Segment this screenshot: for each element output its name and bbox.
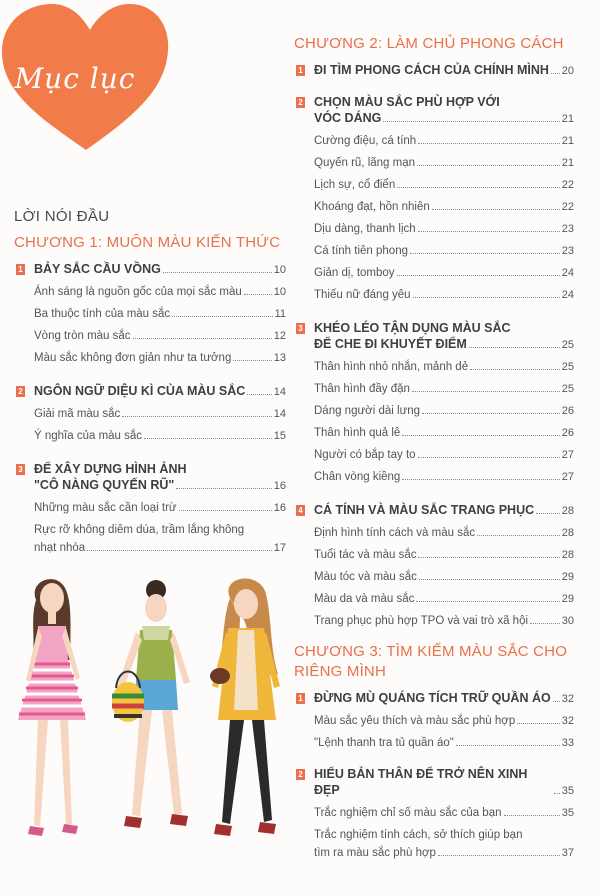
entry-label: Lịch sự, cổ điển — [314, 179, 396, 191]
toc-entry[interactable] — [34, 285, 286, 299]
section-number-badge: 1 — [296, 65, 305, 76]
chapter-3-title[interactable] — [294, 642, 574, 682]
dot-leader — [504, 815, 560, 816]
dot-leader — [163, 272, 272, 273]
page-number: 32 — [561, 715, 574, 727]
entry-label: Dịu dàng, thanh lịch — [314, 223, 416, 235]
toc-entry[interactable] — [314, 266, 574, 280]
toc-entry[interactable] — [314, 288, 574, 302]
chapter-2-title[interactable]: CHƯƠNG 2: LÀM CHỦ PHONG CÁCH — [294, 35, 564, 52]
entry-label: Những màu sắc cần loại trừ — [34, 502, 177, 514]
page-number: 27 — [561, 471, 574, 483]
dot-leader — [418, 557, 559, 558]
entry-label: Màu tóc và màu sắc — [314, 571, 417, 583]
section-title: ĐỪNG MÙ QUÁNG TÍCH TRỮ QUẦN ÁO — [314, 691, 551, 705]
dot-leader — [422, 413, 560, 414]
toc-entry[interactable] — [34, 329, 286, 343]
toc-entry[interactable] — [314, 244, 574, 258]
entry-label: Màu sắc không đơn giản như ta tưởng — [34, 352, 232, 364]
dot-leader — [133, 338, 272, 339]
entry-label: Người có bắp tay to — [314, 449, 416, 461]
entry-label: Tuổi tác và màu sắc — [314, 549, 417, 561]
toc-entry[interactable] — [314, 736, 574, 750]
page-number: 25 — [561, 361, 574, 373]
page-number: 22 — [561, 179, 574, 191]
chapter-3-title-line2: RIÊNG MÌNH — [294, 663, 386, 680]
section-number-badge: 2 — [296, 97, 305, 108]
entry-label: Thiếu nữ đáng yêu — [314, 289, 411, 301]
section-number-badge: 4 — [296, 505, 305, 516]
dot-leader — [179, 510, 272, 511]
page-number: 23 — [561, 223, 574, 235]
page-number: 21 — [561, 157, 574, 169]
toc-entry[interactable] — [314, 404, 574, 418]
toc-entry[interactable] — [314, 178, 574, 192]
page-number: 10 — [273, 264, 286, 276]
girl-striped-dress — [18, 579, 86, 836]
toc-entry[interactable] — [314, 360, 574, 374]
page-number: 13 — [273, 352, 286, 364]
dot-leader — [438, 855, 560, 856]
dot-leader — [397, 275, 560, 276]
dot-leader — [418, 457, 560, 458]
dot-leader — [469, 347, 560, 348]
page-number: 14 — [273, 386, 286, 398]
page-number: 24 — [561, 289, 574, 301]
entry-label: Trang phục phù hợp TPO và vai trò xã hội — [314, 615, 529, 627]
page-number: 12 — [273, 330, 286, 342]
toc-entry[interactable] — [314, 714, 574, 728]
page-number: 28 — [561, 527, 574, 539]
dot-leader — [402, 435, 559, 436]
entry-label: Quyến rũ, lãng mạn — [314, 157, 416, 169]
toc-entry[interactable] — [34, 501, 286, 515]
chapter-3-title-line1: CHƯƠNG 3: TÌM KIẾM MÀU SẮC CHO — [294, 643, 568, 660]
dot-leader — [410, 253, 560, 254]
page-number: 25 — [561, 383, 574, 395]
page-number: 29 — [561, 593, 574, 605]
section-number-badge: 1 — [296, 693, 305, 704]
toc-section[interactable] — [294, 766, 574, 798]
entry-label: Cá tính tiên phong — [314, 245, 408, 257]
toc-entry[interactable] — [34, 351, 286, 365]
dot-leader — [418, 143, 560, 144]
toc-entry[interactable] — [314, 570, 574, 584]
page-number: 29 — [561, 571, 574, 583]
entry-label: Dáng người dài lưng — [314, 405, 421, 417]
entry-label: Vòng tròn màu sắc — [34, 330, 131, 342]
toc-entry[interactable] — [314, 382, 574, 396]
fashion-girls-illustration — [8, 570, 298, 890]
section-title: HIỂU BẢN THÂN ĐỂ TRỞ NÊN XINH ĐẸP — [314, 767, 528, 797]
dot-leader — [122, 416, 271, 417]
toc-section[interactable] — [294, 502, 574, 518]
dot-leader — [417, 165, 560, 166]
toc-entry[interactable] — [314, 448, 574, 462]
page-number: 22 — [561, 201, 574, 213]
section-title: ĐI TÌM PHONG CÁCH CỦA CHÍNH MÌNH — [314, 63, 549, 77]
toc-entry[interactable] — [314, 548, 574, 562]
dot-leader — [419, 579, 560, 580]
section-title: NGÔN NGỮ DIỆU KÌ CỦA MÀU SẮC — [34, 384, 246, 398]
toc-entry[interactable] — [314, 526, 574, 540]
toc-section[interactable] — [14, 383, 286, 399]
dot-leader — [402, 479, 559, 480]
page-number: 35 — [561, 785, 574, 797]
dot-leader — [176, 488, 271, 489]
section-number-badge: 2 — [296, 769, 305, 780]
page-number: 35 — [561, 807, 574, 819]
toc-entry[interactable] — [34, 307, 286, 321]
page-number: 23 — [561, 245, 574, 257]
dot-leader — [553, 701, 560, 702]
entry-label: "Lệnh thanh tra tủ quần áo" — [314, 737, 454, 749]
toc-entry[interactable] — [314, 828, 574, 860]
entry-label-line1: Trắc nghiệm tính cách, sở thích giúp bạn — [314, 829, 523, 841]
toc-entry[interactable] — [314, 222, 574, 236]
toc-entry[interactable] — [314, 134, 574, 148]
toc-entry[interactable] — [34, 407, 286, 421]
chapter-1-title[interactable]: CHƯƠNG 1: MUÔN MÀU KIẾN THỨC — [14, 234, 281, 251]
toc-section[interactable] — [14, 261, 286, 277]
page-number: 21 — [561, 113, 574, 125]
page-number: 26 — [561, 405, 574, 417]
toc-left-column — [14, 208, 286, 555]
dot-leader — [551, 73, 560, 74]
toc-entry[interactable] — [314, 426, 574, 440]
dot-leader — [536, 513, 560, 514]
page-number: 25 — [561, 339, 574, 351]
dot-leader — [517, 723, 560, 724]
page-number: 11 — [274, 308, 286, 320]
preface-link[interactable]: LỜI NÓI ĐẦU — [14, 208, 110, 225]
page-number: 20 — [561, 65, 574, 77]
toc-section[interactable] — [294, 320, 574, 352]
section-title-line2: ĐỂ CHE ĐI KHUYẾT ĐIỂM — [314, 337, 467, 351]
toc-entry[interactable] — [314, 470, 574, 484]
entry-label: Màu sắc yêu thích và màu sắc phù hợp — [314, 715, 516, 727]
entry-label: Ánh sáng là nguồn gốc của mọi sắc màu — [34, 286, 242, 298]
entry-label: Định hình tính cách và màu sắc — [314, 527, 476, 539]
page-number: 28 — [561, 549, 574, 561]
entry-label: Thân hình nhỏ nhắn, mảnh dẻ — [314, 361, 469, 373]
entry-label: Màu da và màu sắc — [314, 593, 415, 605]
entry-label: Ý nghĩa của màu sắc — [34, 430, 143, 442]
dot-leader — [413, 297, 560, 298]
toc-entry[interactable] — [314, 592, 574, 606]
entry-label-line2: tìm ra màu sắc phù hợp — [314, 847, 436, 859]
page-number: 33 — [561, 737, 574, 749]
toc-entry[interactable] — [314, 156, 574, 170]
dot-leader — [144, 438, 272, 439]
entry-label: Giản dị, tomboy — [314, 267, 395, 279]
dot-leader — [432, 209, 560, 210]
dot-leader — [244, 294, 272, 295]
entry-label: Chân vòng kiềng — [314, 471, 401, 483]
page-number: 24 — [561, 267, 574, 279]
page-number: 28 — [561, 505, 574, 517]
toc-section[interactable] — [294, 62, 574, 78]
page-number: 16 — [273, 502, 286, 514]
page-number: 10 — [273, 286, 286, 298]
section-title-line2: "CÔ NÀNG QUYẾN RŨ" — [34, 478, 175, 492]
dot-leader — [247, 394, 271, 395]
dot-leader — [412, 391, 560, 392]
girl-yellow-jacket — [210, 579, 280, 836]
girl-green-top — [112, 580, 190, 828]
entry-label-line2: nhạt nhòa — [34, 542, 86, 554]
toc-entry[interactable] — [34, 523, 286, 555]
page-number: 32 — [561, 693, 574, 705]
toc-right-column — [294, 34, 574, 860]
section-title: BẢY SẮC CẦU VỒNG — [34, 262, 161, 276]
dot-leader — [456, 745, 560, 746]
section-number-badge: 2 — [16, 386, 25, 397]
entry-label: Khoáng đạt, hồn nhiên — [314, 201, 430, 213]
section-number-badge: 3 — [16, 464, 25, 475]
section-title: CÁ TÍNH VÀ MÀU SẮC TRANG PHỤC — [314, 503, 535, 517]
page-number: 26 — [561, 427, 574, 439]
section-number-badge: 1 — [16, 264, 25, 275]
page-number: 14 — [273, 408, 286, 420]
section-title-line1: KHÉO LÉO TẬN DỤNG MÀU SẮC — [314, 321, 511, 335]
section-title-line2: VÓC DÁNG — [314, 111, 382, 125]
page-number: 16 — [273, 480, 286, 492]
page-number: 15 — [273, 430, 286, 442]
toc-entry[interactable] — [34, 429, 286, 443]
entry-label: Giải mã màu sắc — [34, 408, 121, 420]
section-title-line1: CHỌN MÀU SẮC PHÙ HỢP VỚI — [314, 95, 500, 109]
page-number: 21 — [561, 135, 574, 147]
dot-leader — [383, 121, 559, 122]
page-number: 37 — [561, 847, 574, 859]
toc-section[interactable] — [294, 94, 574, 126]
heart-title: Mục lục — [14, 62, 136, 95]
section-number-badge: 3 — [296, 323, 305, 334]
toc-section[interactable] — [14, 461, 286, 493]
entry-label: Thân hình đầy đặn — [314, 383, 410, 395]
dot-leader — [397, 187, 560, 188]
dot-leader — [172, 316, 272, 317]
page-number: 27 — [561, 449, 574, 461]
toc-entry[interactable] — [314, 614, 574, 628]
dot-leader — [87, 550, 272, 551]
page-number: 17 — [273, 542, 286, 554]
entry-label: Trắc nghiệm chỉ số màu sắc của bạn — [314, 807, 502, 819]
toc-entry[interactable] — [314, 806, 574, 820]
dot-leader — [233, 360, 271, 361]
dot-leader — [530, 623, 560, 624]
dot-leader — [477, 535, 560, 536]
entry-label: Cường điệu, cá tính — [314, 135, 417, 147]
toc-entry[interactable] — [314, 200, 574, 214]
dot-leader — [470, 369, 560, 370]
dot-leader — [554, 793, 560, 794]
dot-leader — [418, 231, 560, 232]
entry-label-line1: Rực rỡ không diêm dúa, trầm lắng không — [34, 524, 245, 536]
toc-section[interactable] — [294, 690, 574, 706]
section-title-line1: ĐỂ XÂY DỰNG HÌNH ẢNH — [34, 462, 187, 476]
entry-label: Thân hình quả lê — [314, 427, 401, 439]
entry-label: Ba thuộc tính của màu sắc — [34, 308, 171, 320]
page-number: 30 — [561, 615, 574, 627]
dot-leader — [416, 601, 559, 602]
